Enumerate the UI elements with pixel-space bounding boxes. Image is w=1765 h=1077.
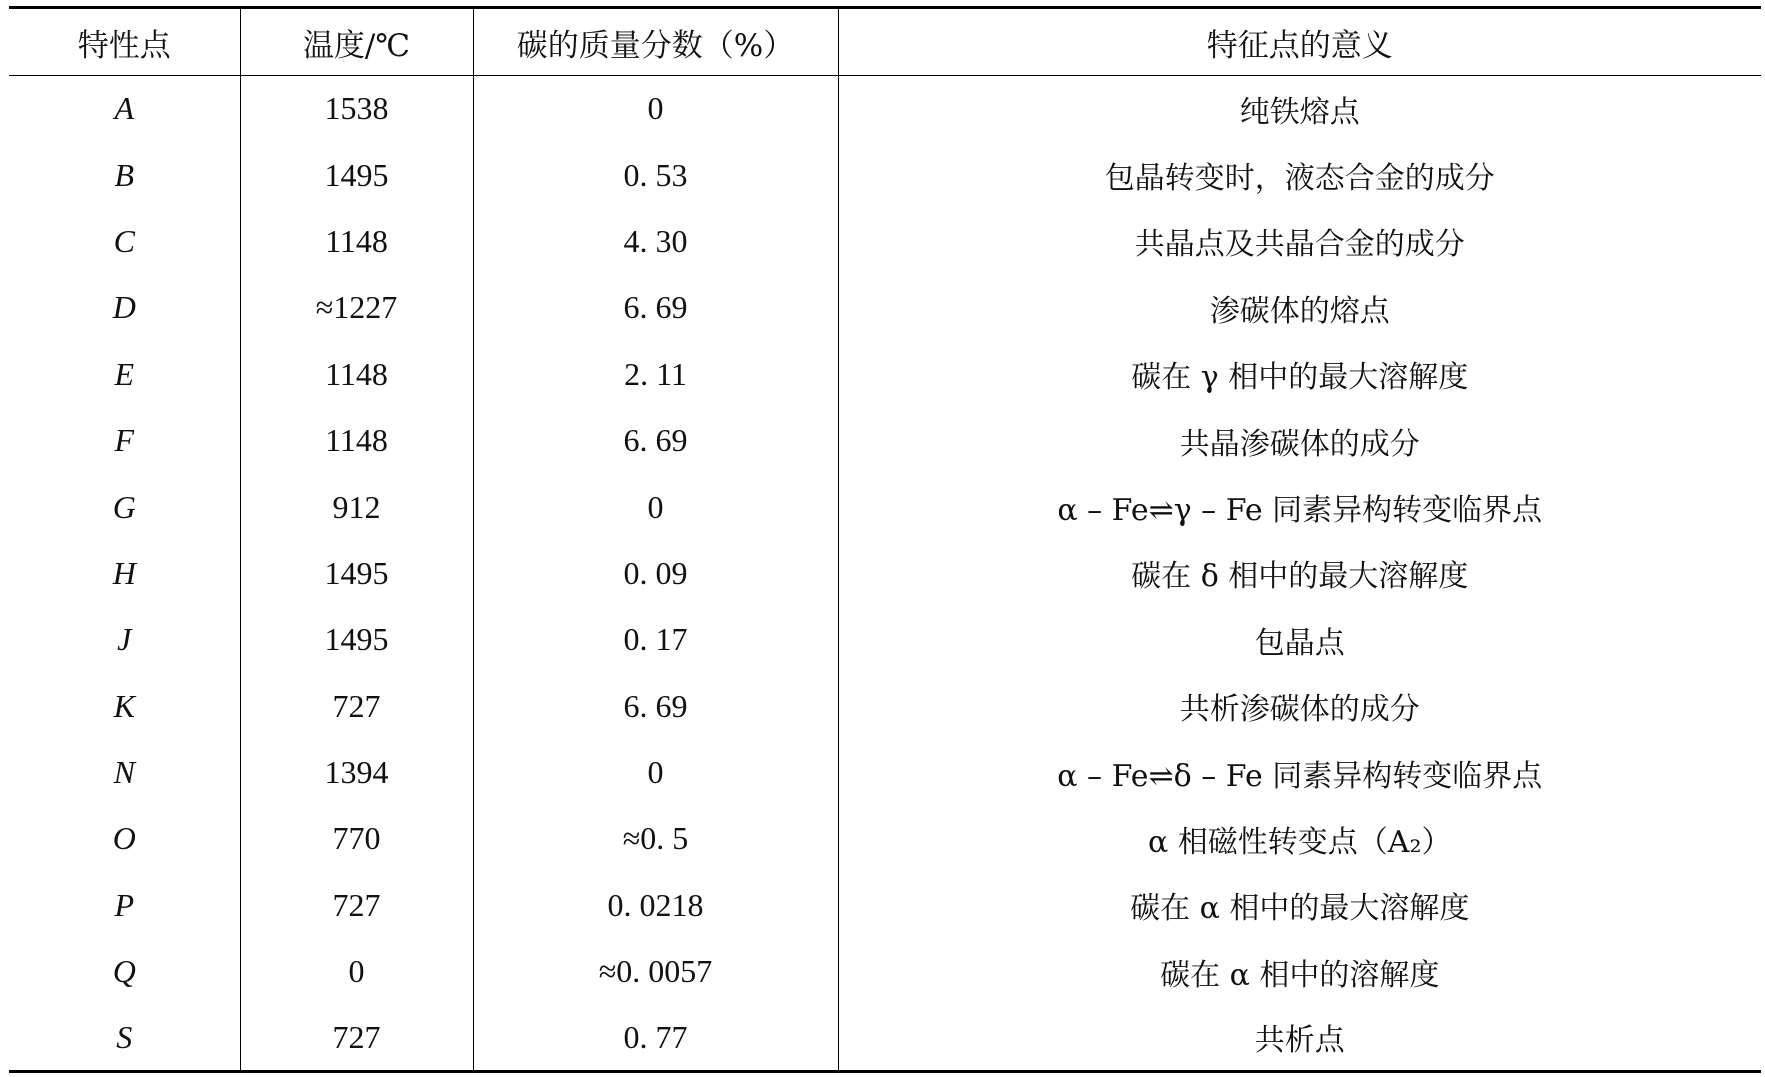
cell-temperature: 770 <box>240 806 473 872</box>
cell-temperature: 912 <box>240 474 473 540</box>
cell-carbon: 6. 69 <box>473 407 838 473</box>
table-row <box>9 142 1761 208</box>
cell-point: K <box>113 687 135 724</box>
cell-meaning: 碳在 α 相中的最大溶解度 <box>838 872 1761 938</box>
cell-temperature: 727 <box>240 673 473 739</box>
cell-meaning: 碳在 δ 相中的最大溶解度 <box>838 540 1761 606</box>
table-row <box>9 739 1761 805</box>
table-row <box>9 872 1761 938</box>
cell-meaning: 碳在 γ 相中的最大溶解度 <box>838 341 1761 407</box>
cell-carbon: 2. 11 <box>473 341 838 407</box>
table-body <box>9 76 1761 1072</box>
cell-point: P <box>114 886 135 923</box>
cell-point: F <box>114 422 135 459</box>
cell-temperature: 1394 <box>240 739 473 805</box>
cell-temperature: 1148 <box>240 407 473 473</box>
cell-meaning: α 相磁性转变点（A₂） <box>838 806 1761 872</box>
header-temperature: 温度/℃ <box>240 8 473 76</box>
cell-meaning: 纯铁熔点 <box>838 76 1761 142</box>
cell-temperature: 727 <box>240 872 473 938</box>
cell-temperature: 1495 <box>240 540 473 606</box>
table-row <box>9 407 1761 473</box>
cell-carbon: 0. 09 <box>473 540 838 606</box>
cell-temperature: 0 <box>240 939 473 1005</box>
cell-meaning: 渗碳体的熔点 <box>838 275 1761 341</box>
cell-temperature: 1495 <box>240 607 473 673</box>
header-point: 特性点 <box>9 8 240 76</box>
fe-c-characteristic-points-table <box>9 6 1761 1073</box>
cell-carbon: 0. 0218 <box>473 872 838 938</box>
cell-point: Q <box>112 953 136 990</box>
cell-carbon: 0 <box>473 76 838 142</box>
cell-meaning: 共析渗碳体的成分 <box>838 673 1761 739</box>
cell-point: B <box>114 156 135 193</box>
table-header <box>9 8 1761 76</box>
cell-carbon: 0. 53 <box>473 142 838 208</box>
table-row <box>9 275 1761 341</box>
cell-temperature: 1538 <box>240 76 473 142</box>
cell-temperature: 727 <box>240 1005 473 1071</box>
header-carbon-fraction: 碳的质量分数（%） <box>473 8 838 76</box>
cell-meaning: 共晶渗碳体的成分 <box>838 407 1761 473</box>
cell-carbon: 0. 17 <box>473 607 838 673</box>
cell-point: E <box>114 355 135 392</box>
cell-point: O <box>112 820 136 857</box>
cell-meaning: α – Fe⇌δ – Fe 同素异构转变临界点 <box>838 739 1761 805</box>
cell-meaning: 共析点 <box>838 1005 1761 1071</box>
table-row <box>9 607 1761 673</box>
cell-temperature: 1148 <box>240 208 473 274</box>
table-row <box>9 208 1761 274</box>
cell-meaning: 碳在 α 相中的溶解度 <box>838 939 1761 1005</box>
cell-point: J <box>117 621 132 658</box>
cell-carbon: ≈0. 5 <box>473 806 838 872</box>
cell-point: S <box>9 1005 240 1071</box>
cell-point: C <box>113 222 135 259</box>
table-row <box>9 540 1761 606</box>
cell-meaning: 包晶转变时，液态合金的成分 <box>838 142 1761 208</box>
header-meaning: 特征点的意义 <box>838 8 1761 76</box>
cell-carbon: 0 <box>473 739 838 805</box>
table-row <box>9 341 1761 407</box>
cell-carbon: 6. 69 <box>473 673 838 739</box>
table-row <box>9 474 1761 540</box>
fe-c-characteristic-points-table-container <box>9 6 1761 1073</box>
cell-carbon: 0. 77 <box>473 1005 838 1071</box>
cell-carbon: 6. 69 <box>473 275 838 341</box>
cell-temperature: 1495 <box>240 142 473 208</box>
table-row <box>9 76 1761 142</box>
cell-carbon: ≈0. 0057 <box>473 939 838 1005</box>
cell-carbon: 4. 30 <box>473 208 838 274</box>
table-row <box>9 1005 1761 1071</box>
cell-temperature: ≈1227 <box>240 275 473 341</box>
table-row <box>9 806 1761 872</box>
cell-point: N <box>113 754 135 791</box>
cell-point: A <box>114 90 135 127</box>
cell-point: H <box>112 554 136 591</box>
cell-point: G <box>112 488 136 525</box>
header-row <box>9 8 1761 76</box>
cell-carbon: 0 <box>473 474 838 540</box>
cell-meaning: α – Fe⇌γ – Fe 同素异构转变临界点 <box>838 474 1761 540</box>
cell-point: D <box>112 289 136 326</box>
table-row <box>9 939 1761 1005</box>
cell-temperature: 1148 <box>240 341 473 407</box>
table-row <box>9 673 1761 739</box>
cell-meaning: 包晶点 <box>838 607 1761 673</box>
cell-meaning: 共晶点及共晶合金的成分 <box>838 208 1761 274</box>
